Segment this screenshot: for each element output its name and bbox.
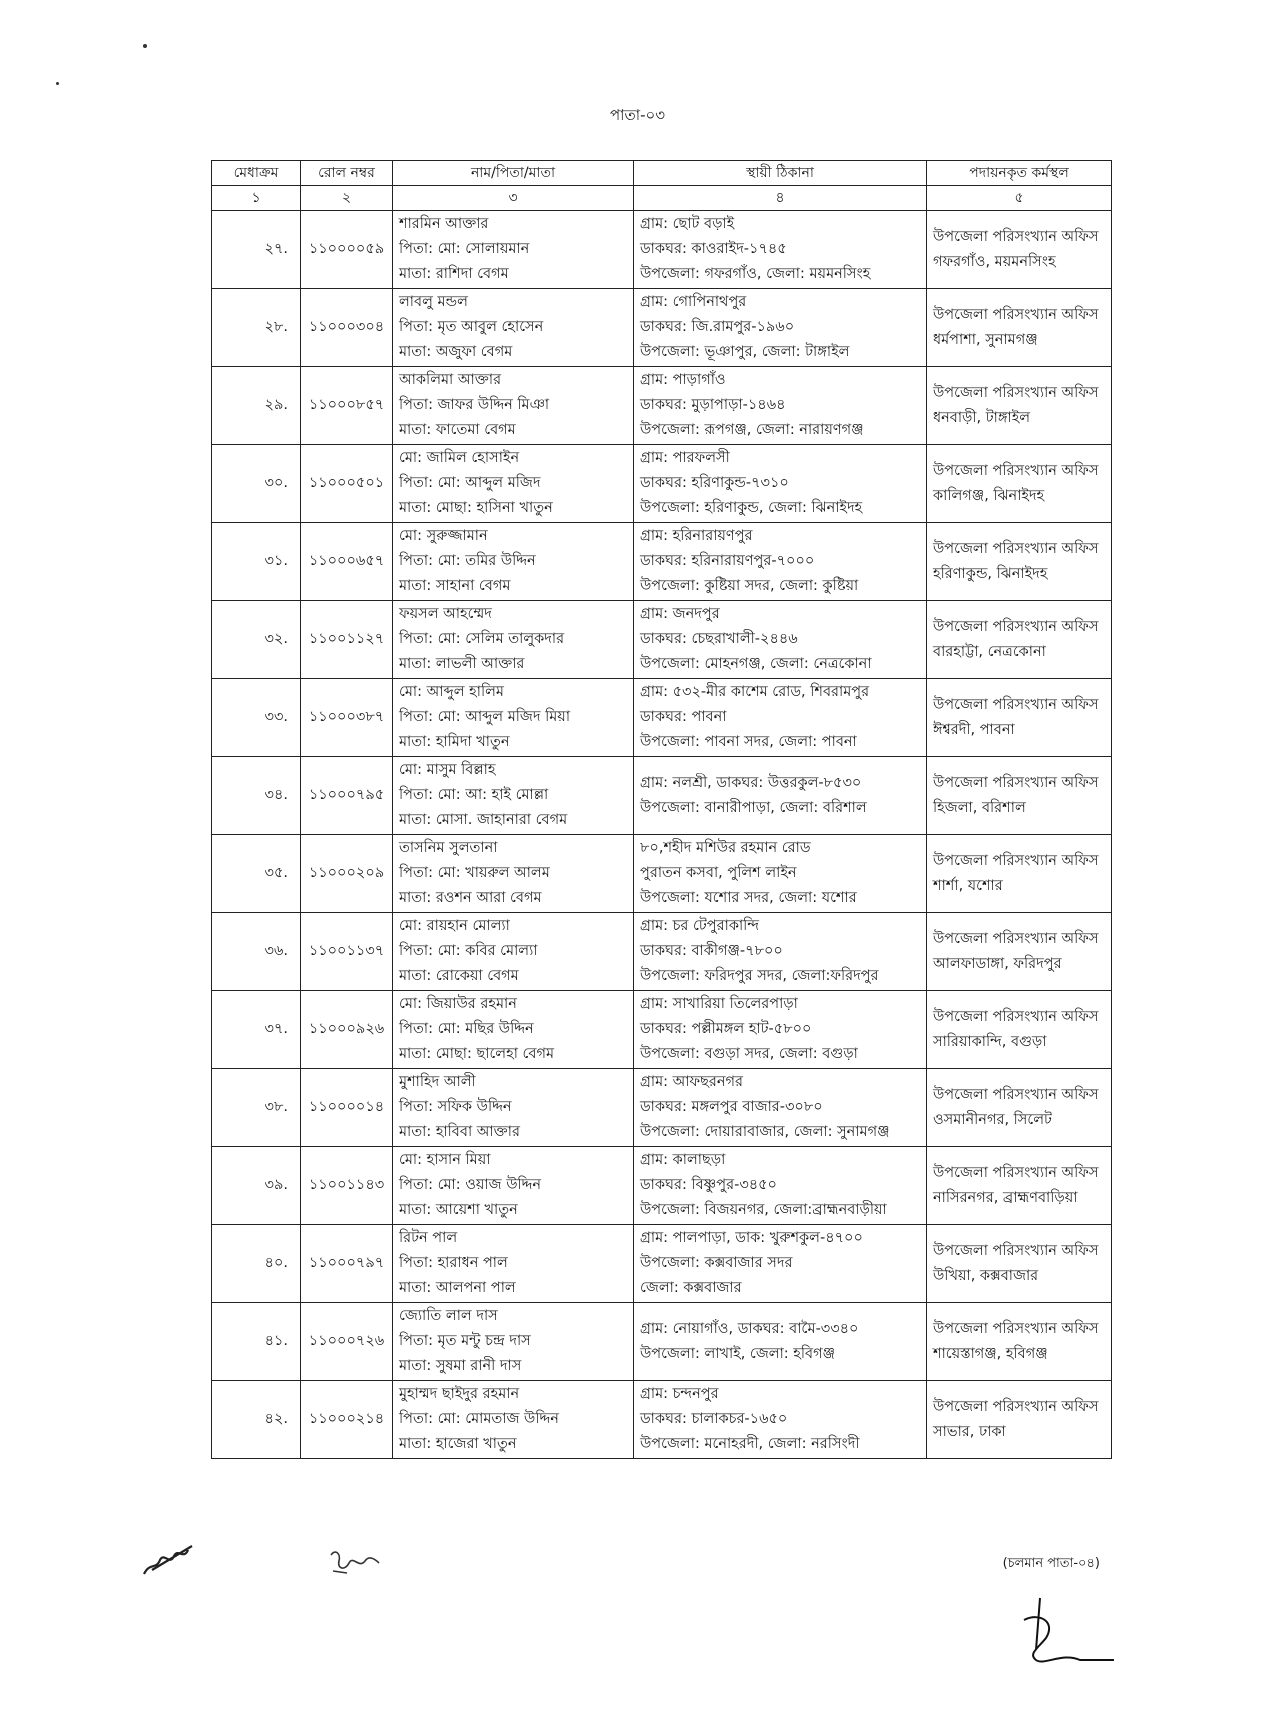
- merit-cell: ৩৫.: [212, 835, 301, 913]
- person-cell: [393, 211, 634, 289]
- address-cell: [634, 601, 927, 679]
- person-cell-line: মাতা: ফাতেমা বেগম: [399, 422, 516, 438]
- person-cell-line: মাতা: রওশন আরা বেগম: [399, 890, 542, 906]
- address-cell-line: জেলা: কক্সবাজার: [640, 1280, 742, 1296]
- merit-cell: ৩৪.: [212, 757, 301, 835]
- table-row: [212, 1147, 1112, 1225]
- posting-cell: [927, 523, 1112, 601]
- posting-cell-line: ঈশ্বরদী, পাবনা: [933, 721, 1015, 738]
- address-cell-line: উপজেলা: পাবনা সদর, জেলা: পাবনা: [640, 734, 857, 750]
- merit-cell: ৩৭.: [212, 991, 301, 1069]
- posting-cell-line: ধনবাড়ী, টাঙ্গাইল: [933, 409, 1031, 426]
- address-cell: [634, 367, 927, 445]
- person-cell-line: ফয়সল আহম্মেদ: [399, 606, 492, 622]
- header-roll: রোল নম্বর: [301, 161, 393, 186]
- page-number: পাতা-০৩: [609, 106, 666, 124]
- address-cell-line: গ্রাম: চন্দনপুর: [640, 1386, 719, 1402]
- address-cell-line: গ্রাম: সাখারিয়া তিলেরপাড়া: [640, 996, 798, 1012]
- person-cell: [393, 367, 634, 445]
- person-cell: [393, 991, 634, 1069]
- person-cell-line: পিতা: সফিক উদ্দিন: [399, 1099, 512, 1115]
- table-row: [212, 445, 1112, 523]
- posting-cell-line: উপজেলা পরিসংখ্যান অফিস: [933, 774, 1099, 791]
- merit-cell: ২৭.: [212, 211, 301, 289]
- address-cell-line: ডাকঘর: জি.রামপুর-১৯৬০: [640, 319, 795, 335]
- table-row: [212, 1069, 1112, 1147]
- posting-cell-line: উপজেলা পরিসংখ্যান অফিস: [933, 852, 1099, 869]
- roll-cell: ১১০০০৩৮৭: [301, 679, 393, 757]
- address-cell-line: ডাকঘর: পল্লীমঙ্গল হাট-৫৮০০: [640, 1021, 812, 1037]
- address-cell-line: গ্রাম: জনদপুর: [640, 606, 720, 622]
- posting-cell: [927, 289, 1112, 367]
- address-cell-line: ডাকঘর: বাকীগঞ্জ-৭৮০০: [640, 943, 783, 959]
- address-cell: [634, 757, 927, 835]
- posting-cell-line: উপজেলা পরিসংখ্যান অফিস: [933, 1008, 1099, 1025]
- posting-cell: [927, 1303, 1112, 1381]
- address-cell: [634, 1069, 927, 1147]
- address-cell-line: গ্রাম: চর টেপুরাকান্দি: [640, 918, 759, 934]
- header-number: ১: [212, 186, 301, 211]
- scan-speck: [56, 82, 59, 85]
- person-cell: [393, 1069, 634, 1147]
- roll-cell: ১১০০০৫০১: [301, 445, 393, 523]
- address-cell-line: ডাকঘর: হরিনারায়ণপুর-৭০০০: [640, 553, 815, 569]
- address-cell-line: পুরাতন কসবা, পুলিশ লাইন: [640, 865, 797, 881]
- person-cell-line: মাতা: অজুফা বেগম: [399, 344, 513, 360]
- posting-cell-line: গফরগাঁও, ময়মনসিংহ: [933, 253, 1056, 270]
- roll-cell: ১১০০০৩০৪: [301, 289, 393, 367]
- address-cell: [634, 1225, 927, 1303]
- person-cell: [393, 1147, 634, 1225]
- posting-cell-line: উপজেলা পরিসংখ্যান অফিস: [933, 618, 1099, 635]
- person-cell: [393, 835, 634, 913]
- person-cell-line: পিতা: মো: কবির মোল্যা: [399, 943, 538, 959]
- posting-cell-line: উপজেলা পরিসংখ্যান অফিস: [933, 1398, 1099, 1415]
- address-cell-line: গ্রাম: পারফলসী: [640, 450, 730, 466]
- person-cell-line: পিতা: মৃত আবুল হোসেন: [399, 319, 544, 335]
- address-cell-line: গ্রাম: কালাছড়া: [640, 1152, 726, 1168]
- merit-cell: ৩২.: [212, 601, 301, 679]
- person-cell-line: মো: জামিল হোসাইন: [399, 450, 520, 466]
- posting-cell: [927, 1147, 1112, 1225]
- person-cell-line: পিতা: মো: খায়রুল আলম: [399, 865, 550, 881]
- merit-cell: ৪০.: [212, 1225, 301, 1303]
- address-cell-line: উপজেলা: কুষ্টিয়া সদর, জেলা: কুষ্টিয়া: [640, 578, 859, 594]
- person-cell-line: মাতা: মোছা: ছালেহা বেগম: [399, 1046, 555, 1062]
- person-cell-line: আকলিমা আক্তার: [399, 372, 502, 388]
- header-number: ২: [301, 186, 393, 211]
- posting-cell: [927, 445, 1112, 523]
- posting-cell-line: উপজেলা পরিসংখ্যান অফিস: [933, 696, 1099, 713]
- person-cell: [393, 1381, 634, 1459]
- address-cell-line: ডাকঘর: পাবনা: [640, 709, 727, 725]
- person-cell-line: মো: আব্দুল হালিম: [399, 684, 504, 700]
- address-cell: [634, 991, 927, 1069]
- posting-cell-line: উপজেলা পরিসংখ্যান অফিস: [933, 384, 1099, 401]
- roll-cell: ১১০০০২১৪: [301, 1381, 393, 1459]
- address-cell: [634, 835, 927, 913]
- posting-cell: [927, 1069, 1112, 1147]
- posting-cell-line: উপজেলা পরিসংখ্যান অফিস: [933, 306, 1099, 323]
- person-cell-line: লাবলু মন্ডল: [399, 294, 468, 310]
- person-cell-line: মো: মাসুম বিল্লাহ: [399, 762, 496, 778]
- person-cell: [393, 1225, 634, 1303]
- posting-cell: [927, 757, 1112, 835]
- address-cell-line: ডাকঘর: মুড়াপাড়া-১৪৬৪: [640, 397, 786, 413]
- table-row: [212, 1381, 1112, 1459]
- posting-cell: [927, 991, 1112, 1069]
- header-merit: মেধাক্রম: [212, 161, 301, 186]
- address-cell-line: উপজেলা: মনোহরদী, জেলা: নরসিংদী: [640, 1436, 860, 1452]
- address-cell-line: উপজেলা: বিজয়নগর, জেলা:ব্রাহ্মনবাড়ীয়া: [640, 1202, 887, 1218]
- header-name: নাম/পিতা/মাতা: [393, 161, 634, 186]
- table-row: [212, 1225, 1112, 1303]
- address-cell-line: ডাকঘর: হরিণাকুন্ড-৭৩১০: [640, 475, 789, 491]
- table-row: [212, 679, 1112, 757]
- posting-cell-line: উপজেলা পরিসংখ্যান অফিস: [933, 540, 1099, 557]
- person-cell: [393, 445, 634, 523]
- posting-cell-line: ধর্মপাশা, সুনামগঞ্জ: [933, 331, 1038, 348]
- address-cell-line: গ্রাম: নোয়াগাঁও, ডাকঘর: বামৈ-৩৩৪০: [640, 1320, 859, 1337]
- roll-cell: ১১০০০৭৯৫: [301, 757, 393, 835]
- address-cell-line: উপজেলা: গফরগাঁও, জেলা: ময়মনসিংহ: [640, 266, 871, 282]
- address-cell-line: উপজেলা: যশোর সদর, জেলা: যশোর: [640, 890, 857, 906]
- address-cell-line: ডাকঘর: বিষ্ণুপুর-৩৪৫০: [640, 1177, 777, 1193]
- posting-cell-line: বারহাট্টা, নেত্রকোনা: [933, 643, 1046, 660]
- posting-cell-line: কালিগঞ্জ, ঝিনাইদহ: [933, 487, 1045, 504]
- posting-cell-line: উখিয়া, কক্সবাজার: [933, 1267, 1039, 1284]
- posting-cell: [927, 1225, 1112, 1303]
- person-cell-line: পিতা: মো: মোমতাজ উদ্দিন: [399, 1411, 559, 1427]
- person-cell-line: মাতা: লাভলী আক্তার: [399, 656, 525, 672]
- person-cell-line: পিতা: মৃত মন্টু চন্দ্র দাস: [399, 1333, 531, 1349]
- posting-cell: [927, 601, 1112, 679]
- posting-cell: [927, 1381, 1112, 1459]
- table-row: [212, 991, 1112, 1069]
- roll-cell: ১১০০০৬৫৭: [301, 523, 393, 601]
- header-number: ৪: [634, 186, 927, 211]
- posting-table: [211, 160, 1112, 1459]
- posting-cell-line: ওসমানীনগর, সিলেট: [933, 1111, 1052, 1128]
- person-cell-line: মাতা: সুষমা রানী দাস: [399, 1358, 522, 1374]
- address-cell-line: ডাকঘর: চালাকচর-১৬৫০: [640, 1411, 788, 1427]
- person-cell-line: পিতা: মো: সেলিম তালুকদার: [399, 631, 565, 647]
- address-cell-line: ৮০,শহীদ মশিউর রহমান রোড: [640, 840, 811, 856]
- scan-speck: [143, 44, 147, 48]
- address-cell: [634, 523, 927, 601]
- table-row: [212, 601, 1112, 679]
- merit-cell: ৩৩.: [212, 679, 301, 757]
- person-cell-line: জ্যোতি লাল দাস: [399, 1308, 498, 1324]
- merit-cell: ৩৬.: [212, 913, 301, 991]
- person-cell-line: মাতা: রোকেয়া বেগম: [399, 968, 519, 984]
- address-cell-line: গ্রাম: ছোট বড়াই: [640, 216, 735, 232]
- table-row: [212, 913, 1112, 991]
- address-cell-line: গ্রাম: ৫৩২-মীর কাশেম রোড, শিবরামপুর: [640, 684, 870, 700]
- merit-cell: ২৮.: [212, 289, 301, 367]
- table-row: [212, 523, 1112, 601]
- person-cell: [393, 913, 634, 991]
- roll-cell: ১১০০০৯২৬: [301, 991, 393, 1069]
- address-cell: [634, 1303, 927, 1381]
- posting-cell-line: হিজলা, বরিশাল: [933, 799, 1026, 816]
- posting-cell: [927, 367, 1112, 445]
- address-cell: [634, 1381, 927, 1459]
- person-cell-line: পিতা: জাফর উদ্দিন মিঞা: [399, 397, 550, 413]
- merit-cell: ৩৮.: [212, 1069, 301, 1147]
- person-cell-line: মো: রায়হান মোল্যা: [399, 918, 510, 934]
- address-cell-line: গ্রাম: হরিনারায়ণপুর: [640, 528, 753, 544]
- address-cell: [634, 445, 927, 523]
- header-address: স্থায়ী ঠিকানা: [634, 161, 927, 186]
- posting-cell-line: আলফাডাঙ্গা, ফরিদপুর: [933, 955, 1062, 972]
- person-cell-line: মাতা: হাজেরা খাতুন: [399, 1436, 517, 1452]
- address-cell-line: গ্রাম: গোপিনাথপুর: [640, 294, 747, 310]
- roll-cell: ১১০০০০৫৯: [301, 211, 393, 289]
- roll-cell: ১১০০০৭২৬: [301, 1303, 393, 1381]
- address-cell-line: গ্রাম: পালপাড়া, ডাক: খুরুশকুল-৪৭০০: [640, 1230, 863, 1246]
- table-row: [212, 367, 1112, 445]
- posting-cell-line: শার্শা, যশোর: [933, 877, 1003, 894]
- table-row: [212, 757, 1112, 835]
- posting-cell-line: হরিণাকুন্ড, ঝিনাইদহ: [933, 565, 1048, 582]
- person-cell-line: মো: হাসান মিয়া: [399, 1152, 491, 1168]
- roll-cell: ১১০০০৭৯৭: [301, 1225, 393, 1303]
- person-cell-line: মাতা: মোসা. জাহানারা বেগম: [399, 812, 568, 828]
- address-cell-line: উপজেলা: রূপগঞ্জ, জেলা: নারায়ণগঞ্জ: [640, 422, 864, 438]
- person-cell-line: মুহাম্মদ ছাইদুর রহমান: [399, 1386, 520, 1402]
- posting-cell-line: সাভার, ঢাকা: [933, 1423, 1006, 1440]
- person-cell-line: মাতা: আলপনা পাল: [399, 1280, 516, 1296]
- person-cell-line: পিতা: মো: আব্দুল মজিদ মিয়া: [399, 709, 571, 725]
- address-cell-line: উপজেলা: বানারীপাড়া, জেলা: বরিশাল: [640, 799, 867, 816]
- person-cell: [393, 679, 634, 757]
- person-cell-line: তাসনিম সুলতানা: [399, 840, 498, 856]
- address-cell-line: উপজেলা: ভূঞাপুর, জেলা: টাঙ্গাইল: [640, 344, 850, 360]
- person-cell-line: পিতা: মো: আ: হাই মোল্লা: [399, 787, 549, 803]
- table-row: [212, 289, 1112, 367]
- signature-initial-left: [140, 1540, 200, 1580]
- address-cell: [634, 913, 927, 991]
- roll-cell: ১১০০০৮৫৭: [301, 367, 393, 445]
- header-posting: পদায়নকৃত কর্মস্থল: [927, 161, 1112, 186]
- roll-cell: ১১০০০২০৯: [301, 835, 393, 913]
- posting-cell: [927, 211, 1112, 289]
- address-cell: [634, 211, 927, 289]
- address-cell-line: উপজেলা: হরিণাকুন্ড, জেলা: ঝিনাইদহ: [640, 500, 863, 516]
- merit-cell: ২৯.: [212, 367, 301, 445]
- signature-initial-middle: [325, 1545, 385, 1585]
- posting-cell-line: উপজেলা পরিসংখ্যান অফিস: [933, 1242, 1099, 1259]
- person-cell-line: মাতা: হাবিবা আক্তার: [399, 1124, 520, 1140]
- person-cell-line: পিতা: মো: তমির উদ্দিন: [399, 553, 536, 569]
- address-cell-line: গ্রাম: পাড়াগাঁও: [640, 372, 726, 388]
- person-cell: [393, 601, 634, 679]
- continuation-note: (চলমান পাতা-০৪): [1002, 1556, 1100, 1571]
- posting-cell: [927, 679, 1112, 757]
- person-cell-line: রিটন পাল: [399, 1230, 458, 1246]
- address-cell-line: উপজেলা: মোহনগঞ্জ, জেলা: নেত্রকোনা: [640, 656, 872, 672]
- address-cell: [634, 679, 927, 757]
- table-row: [212, 1303, 1112, 1381]
- posting-cell: [927, 913, 1112, 991]
- address-cell-line: গ্রাম: নলশ্রী, ডাকঘর: উত্তরকুল-৮৫৩০: [640, 774, 862, 791]
- person-cell-line: মাতা: হামিদা খাতুন: [399, 734, 510, 750]
- address-cell-line: ডাকঘর: চেছরাখালী-২৪৪৬: [640, 631, 798, 647]
- person-cell-line: পিতা: মো: সোলায়মান: [399, 241, 530, 257]
- address-cell-line: গ্রাম: আফছরনগর: [640, 1074, 744, 1090]
- merit-cell: ৪১.: [212, 1303, 301, 1381]
- header-number: ৫: [927, 186, 1112, 211]
- person-cell: [393, 523, 634, 601]
- person-cell-line: মাতা: মোছা: হাসিনা খাতুন: [399, 500, 553, 516]
- address-cell-line: ডাকঘর: মঙ্গলপুর বাজার-৩০৮০: [640, 1099, 823, 1115]
- posting-cell-line: উপজেলা পরিসংখ্যান অফিস: [933, 228, 1099, 245]
- merit-cell: ৩০.: [212, 445, 301, 523]
- person-cell-line: মো: সুরুজ্জামান: [399, 528, 488, 544]
- person-cell-line: পিতা: হারাধন পাল: [399, 1255, 508, 1271]
- address-cell-line: উপজেলা: কক্সবাজার সদর: [640, 1255, 793, 1271]
- posting-cell: [927, 835, 1112, 913]
- signature-right: [1010, 1590, 1120, 1680]
- address-cell-line: উপজেলা: বগুড়া সদর, জেলা: বগুড়া: [640, 1046, 858, 1062]
- merit-cell: ৩১.: [212, 523, 301, 601]
- posting-cell-line: শায়েস্তাগঞ্জ, হবিগঞ্জ: [933, 1345, 1048, 1362]
- roll-cell: ১১০০১১২৭: [301, 601, 393, 679]
- person-cell: [393, 757, 634, 835]
- roll-cell: ১১০০০০১৪: [301, 1069, 393, 1147]
- table-row: [212, 211, 1112, 289]
- address-cell: [634, 289, 927, 367]
- address-cell-line: উপজেলা: লাখাই, জেলা: হবিগঞ্জ: [640, 1345, 836, 1362]
- merit-cell: ৩৯.: [212, 1147, 301, 1225]
- person-cell-line: মাতা: রাশিদা বেগম: [399, 266, 509, 282]
- person-cell-line: পিতা: মো: ওয়াজ উদ্দিন: [399, 1177, 542, 1193]
- person-cell-line: মো: জিয়াউর রহমান: [399, 996, 517, 1012]
- address-cell: [634, 1147, 927, 1225]
- posting-cell-line: উপজেলা পরিসংখ্যান অফিস: [933, 930, 1099, 947]
- roll-cell: ১১০০১১৪৩: [301, 1147, 393, 1225]
- posting-cell-line: উপজেলা পরিসংখ্যান অফিস: [933, 1086, 1099, 1103]
- roll-cell: ১১০০১১৩৭: [301, 913, 393, 991]
- person-cell: [393, 1303, 634, 1381]
- person-cell-line: মাতা: আয়েশা খাতুন: [399, 1202, 518, 1218]
- address-cell-line: ডাকঘর: কাওরাইদ-১৭৪৫: [640, 241, 787, 257]
- person-cell-line: মাতা: সাহানা বেগম: [399, 578, 511, 594]
- posting-cell-line: উপজেলা পরিসংখ্যান অফিস: [933, 1320, 1099, 1337]
- person-cell-line: শারমিন আক্তার: [399, 216, 489, 232]
- person-cell-line: পিতা: মো: আব্দুল মজিদ: [399, 475, 541, 491]
- person-cell-line: মুশাহিদ আলী: [399, 1074, 476, 1090]
- posting-cell-line: উপজেলা পরিসংখ্যান অফিস: [933, 462, 1099, 479]
- address-cell-line: উপজেলা: দোয়ারাবাজার, জেলা: সুনামগঞ্জ: [640, 1124, 890, 1140]
- header-number: ৩: [393, 186, 634, 211]
- posting-cell-line: সারিয়াকান্দি, বগুড়া: [933, 1033, 1047, 1050]
- person-cell-line: পিতা: মো: মছির উদ্দিন: [399, 1021, 534, 1037]
- address-cell-line: উপজেলা: ফরিদপুর সদর, জেলা:ফরিদপুর: [640, 968, 879, 984]
- person-cell: [393, 289, 634, 367]
- posting-cell-line: উপজেলা পরিসংখ্যান অফিস: [933, 1164, 1099, 1181]
- merit-cell: ৪২.: [212, 1381, 301, 1459]
- posting-cell-line: নাসিরনগর, ব্রাহ্মণবাড়িয়া: [933, 1189, 1078, 1206]
- table-row: [212, 835, 1112, 913]
